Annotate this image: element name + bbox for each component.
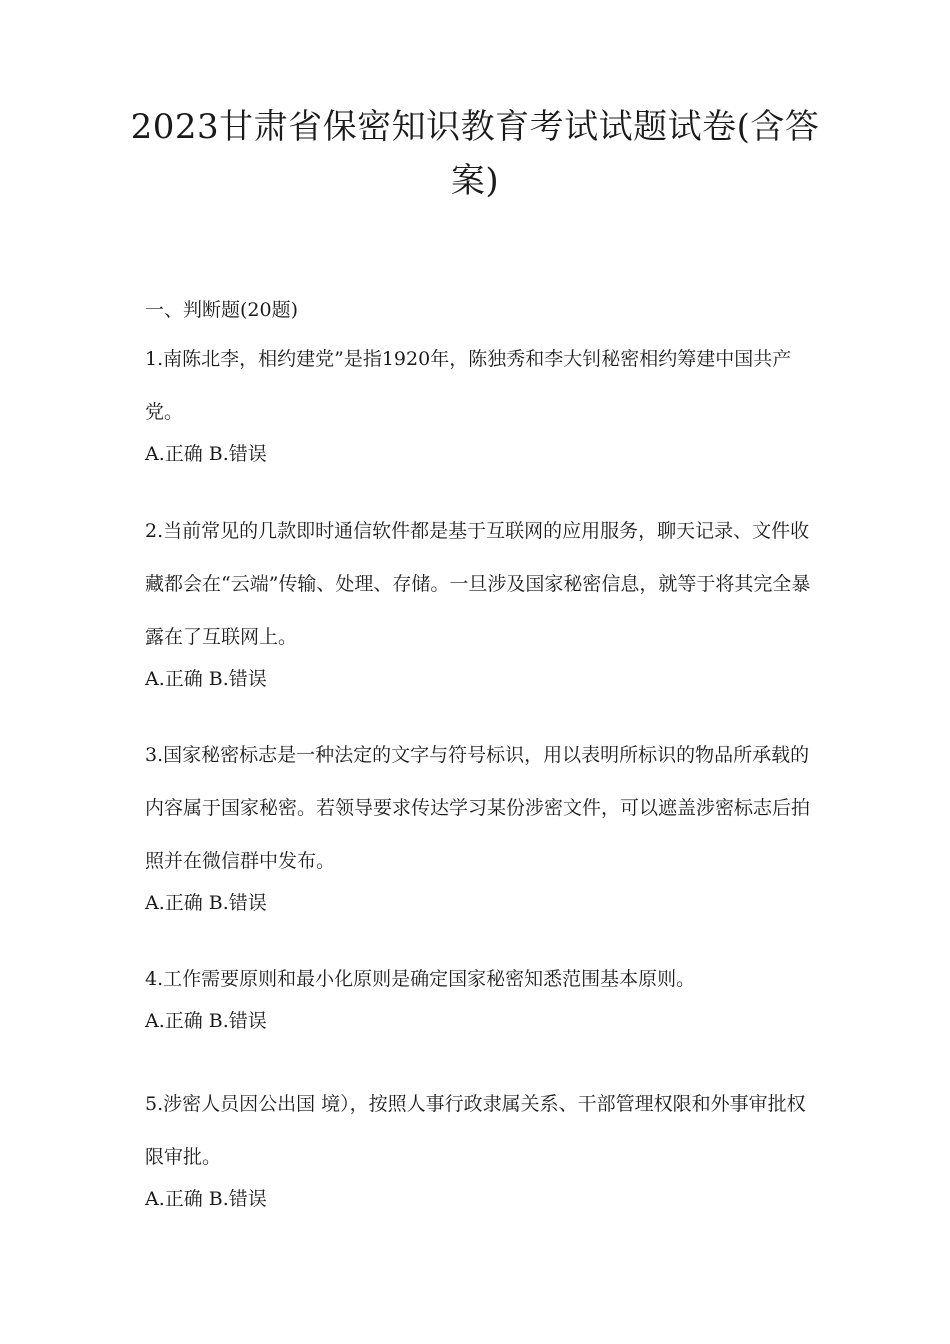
question-options: A.正确 B.错误 [145, 892, 267, 914]
section-heading: 一、判断题(20题) [145, 299, 299, 321]
question-text: 4.工作需要原则和最小化原则是确定国家秘密知悉范围基本原则。 [145, 968, 696, 990]
question-options: A.正确 B.错误 [145, 1010, 267, 1032]
question-text: 5.涉密人员因公出国 境），按照人事行政隶属关系、干部管理权限和外事审批权限审批。 [145, 1093, 806, 1168]
question-options: A.正确 B.错误 [145, 1188, 267, 1210]
question-text: 1.南陈北李，相约建党”是指1920年，陈独秀和李大钊秘密相约筹建中国共产党。 [145, 348, 792, 423]
question-text: 2.当前常见的几款即时通信软件都是基于互联网的应用服务，聊天记录、文件收藏都会在“云端”传输、处理、存储。一旦涉及国家秘密信息，就等于将其完全暴露在了互联网上。 [145, 520, 811, 648]
question-options: A.正确 B.错误 [145, 668, 267, 690]
question-4 [145, 953, 815, 1035]
question-5 [145, 1078, 815, 1213]
question-1 [145, 333, 815, 468]
question-2 [145, 505, 815, 693]
question-options: A.正确 B.错误 [145, 443, 267, 465]
question-3 [145, 729, 815, 917]
question-text: 3.国家秘密标志是一种法定的文字与符号标识，用以表明所标识的物品所承载的内容属于国家秘密。若领导要求传达学习某份涉密文件，可以遮盖涉密标志后拍照并在微信群中发布。 [145, 744, 811, 872]
document-title: 2023甘肃省保密知识教育考试试题试卷(含答案) [130, 107, 820, 201]
